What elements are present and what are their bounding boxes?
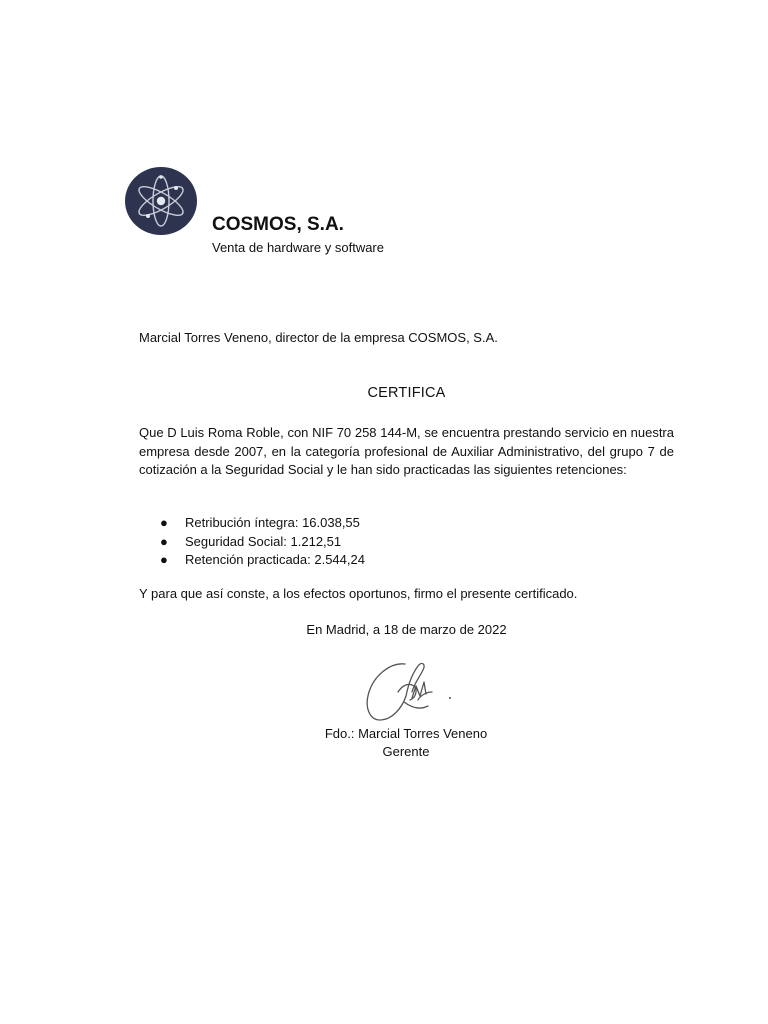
signature	[360, 656, 460, 724]
company-tagline: Venta de hardware y software	[212, 240, 384, 255]
list-item	[139, 514, 365, 533]
company-logo	[124, 166, 198, 236]
closing-statement: Y para que así conste, a los efectos oportunos, firmo el presente certificado.	[139, 586, 578, 601]
certificate-body: Que D Luis Roma Roble, con NIF 70 258 144-M, se encuentra prestando servicio en nuestra empresa desde 2007, en la categoría profesional de Auxiliar Administrativo, del grupo 7 de cotización a la Seguridad Social y le han sido practicadas las siguientes retenciones:	[139, 425, 674, 477]
signer-role: Gerente	[382, 744, 430, 759]
retentions-list	[139, 514, 365, 570]
bullet-icon: ●	[160, 515, 168, 530]
retention-item-text: Retribución íntegra: 16.038,55	[185, 515, 360, 530]
certificate-heading: CERTIFICA	[367, 385, 446, 401]
bullet-icon: ●	[160, 552, 168, 567]
signer-name: Fdo.: Marcial Torres Veneno	[324, 726, 488, 741]
atom-icon	[124, 166, 198, 236]
list-item	[139, 551, 365, 570]
retention-item-text: Seguridad Social: 1.212,51	[185, 533, 342, 549]
retention-item-text: Retención practicada: 2.544,24	[185, 552, 365, 567]
letter-intro: Marcial Torres Veneno, director de la empresa COSMOS, S.A.	[139, 330, 498, 345]
bullet-icon: ●	[160, 533, 168, 549]
list-item	[139, 533, 365, 552]
company-name: COSMOS, S.A.	[212, 214, 344, 235]
date-line: En Madrid, a 18 de marzo de 2022	[306, 622, 507, 637]
